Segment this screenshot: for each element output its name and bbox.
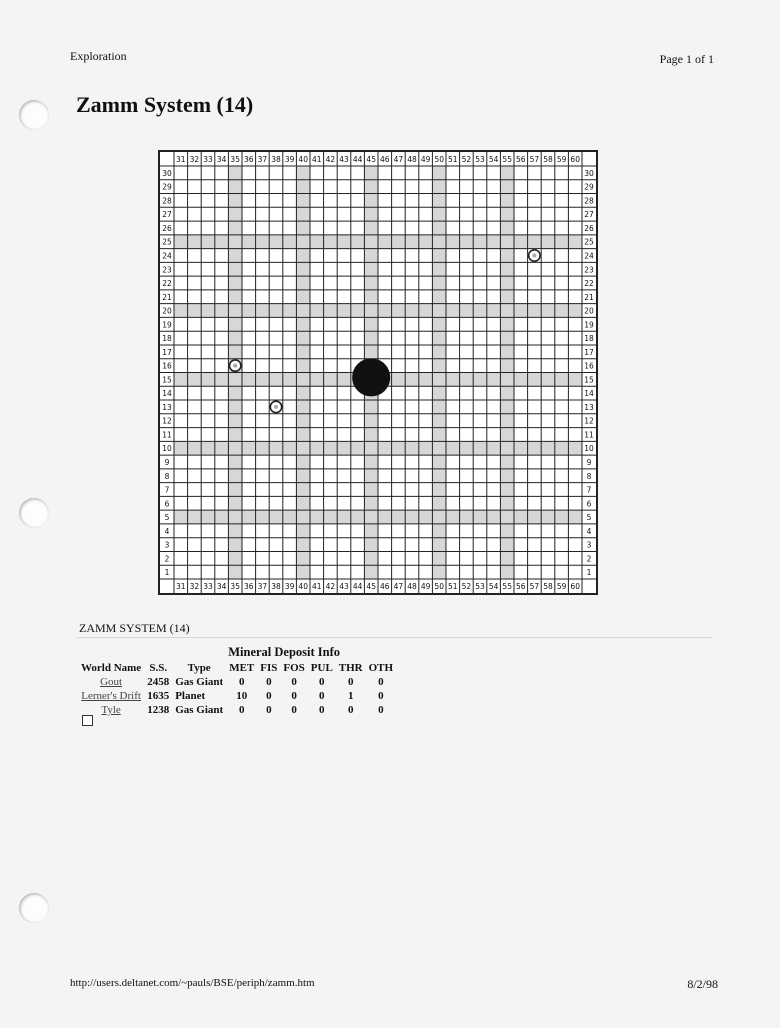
left-row-label: 18 bbox=[162, 334, 172, 344]
cell-type: Gas Giant bbox=[175, 676, 224, 688]
top-col-label: 50 bbox=[434, 155, 444, 164]
top-col-label: 39 bbox=[284, 155, 295, 164]
top-col-label: 37 bbox=[257, 155, 268, 164]
bottom-col-label: 43 bbox=[339, 582, 349, 591]
bottom-col-label: 45 bbox=[366, 582, 376, 591]
table-row bbox=[78, 689, 396, 703]
planet-marker-core bbox=[233, 364, 237, 368]
cell-type: Gas Giant bbox=[175, 704, 224, 716]
bottom-col-label: 51 bbox=[448, 582, 458, 591]
right-row-label: 8 bbox=[586, 471, 592, 481]
left-row-label: 14 bbox=[162, 389, 172, 399]
top-col-label: 57 bbox=[529, 155, 540, 164]
left-row-label: 20 bbox=[162, 306, 172, 316]
star-marker bbox=[352, 358, 390, 396]
left-row-label: 26 bbox=[162, 223, 172, 233]
table-row bbox=[78, 675, 396, 689]
top-col-label: 46 bbox=[380, 155, 390, 164]
left-row-label: 9 bbox=[164, 457, 170, 467]
right-row-label: 18 bbox=[584, 334, 594, 344]
left-row-label: 13 bbox=[162, 402, 172, 412]
cell-fis: 0 bbox=[266, 676, 272, 688]
right-row-label: 13 bbox=[584, 402, 594, 412]
top-col-label: 51 bbox=[448, 155, 458, 164]
right-row-label: 30 bbox=[584, 168, 594, 178]
bottom-col-label: 31 bbox=[176, 582, 186, 591]
left-row-label: 16 bbox=[162, 361, 172, 371]
bottom-col-label: 57 bbox=[529, 582, 540, 591]
bottom-col-label: 40 bbox=[298, 582, 308, 591]
system-caption: ZAMM SYSTEM (14) bbox=[79, 621, 190, 635]
right-row-label: 14 bbox=[584, 389, 594, 399]
bottom-col-label: 44 bbox=[352, 582, 363, 591]
top-col-label: 31 bbox=[176, 155, 186, 164]
bottom-col-label: 60 bbox=[570, 582, 580, 591]
cell-fos: 0 bbox=[291, 676, 297, 688]
cell-fos: 0 bbox=[291, 704, 297, 716]
top-col-label: 54 bbox=[488, 155, 499, 164]
table-caption: Mineral Deposit Info bbox=[228, 645, 341, 659]
top-col-label: 55 bbox=[502, 155, 512, 164]
top-col-label: 32 bbox=[189, 155, 200, 164]
top-col-label: 45 bbox=[366, 155, 376, 164]
bottom-col-label: 48 bbox=[407, 582, 417, 591]
bottom-col-label: 49 bbox=[420, 582, 431, 591]
right-row-label: 20 bbox=[584, 306, 594, 316]
bottom-col-label: 52 bbox=[461, 582, 472, 591]
left-row-label: 30 bbox=[162, 168, 172, 178]
top-col-label: 49 bbox=[420, 155, 431, 164]
top-col-label: 33 bbox=[203, 155, 213, 164]
col-header-fos: FOS bbox=[283, 662, 305, 674]
cell-thr: 0 bbox=[347, 704, 354, 716]
punch-hole-top bbox=[19, 100, 49, 130]
cell-fos: 0 bbox=[291, 690, 297, 702]
cell-oth: 0 bbox=[378, 704, 384, 716]
right-row-label: 22 bbox=[584, 279, 594, 289]
left-row-label: 7 bbox=[164, 485, 170, 495]
divider bbox=[77, 637, 712, 638]
col-header-pul: PUL bbox=[310, 662, 333, 674]
top-col-label: 56 bbox=[516, 155, 526, 164]
bottom-col-label: 32 bbox=[189, 582, 200, 591]
bottom-col-label: 36 bbox=[244, 582, 254, 591]
right-row-label: 27 bbox=[584, 210, 594, 220]
col-header-thr: THR bbox=[338, 662, 363, 674]
right-row-label: 23 bbox=[584, 265, 594, 275]
right-row-label: 28 bbox=[584, 196, 594, 206]
top-col-label: 42 bbox=[325, 155, 336, 164]
world-link-gout[interactable]: Gout bbox=[100, 676, 123, 688]
system-map-grid bbox=[158, 150, 598, 595]
cell-ss: 1238 bbox=[147, 704, 170, 716]
right-row-label: 25 bbox=[584, 237, 594, 247]
top-col-label: 41 bbox=[312, 155, 322, 164]
bottom-col-label: 35 bbox=[230, 582, 240, 591]
page-title: Zamm System (14) bbox=[76, 92, 254, 117]
top-col-label: 44 bbox=[352, 155, 363, 164]
cell-thr: 1 bbox=[347, 690, 354, 702]
left-row-label: 19 bbox=[162, 320, 172, 330]
cell-met: 0 bbox=[238, 676, 245, 688]
header-page-number: Page 1 of 1 bbox=[659, 52, 714, 66]
right-row-label: 29 bbox=[584, 182, 594, 192]
left-row-label: 6 bbox=[164, 499, 170, 509]
right-row-label: 3 bbox=[586, 540, 592, 550]
cell-met: 0 bbox=[238, 704, 245, 716]
right-row-label: 7 bbox=[586, 485, 592, 495]
col-header-ss: S.S. bbox=[149, 662, 168, 674]
cell-ss: 2458 bbox=[147, 676, 170, 688]
bottom-col-label: 59 bbox=[556, 582, 567, 591]
left-row-label: 25 bbox=[162, 237, 172, 247]
top-col-label: 60 bbox=[570, 155, 580, 164]
top-col-label: 47 bbox=[393, 155, 404, 164]
right-row-label: 2 bbox=[586, 554, 592, 564]
right-row-label: 4 bbox=[586, 526, 592, 536]
cell-fis: 0 bbox=[266, 704, 272, 716]
bottom-col-label: 56 bbox=[516, 582, 526, 591]
cell-pul: 0 bbox=[319, 690, 325, 702]
top-col-label: 58 bbox=[543, 155, 553, 164]
mineral-deposit-table bbox=[78, 644, 396, 717]
right-row-label: 16 bbox=[584, 361, 594, 371]
cell-oth: 0 bbox=[378, 676, 384, 688]
bottom-col-label: 54 bbox=[488, 582, 499, 591]
left-row-label: 10 bbox=[162, 444, 172, 454]
table-header-row bbox=[78, 661, 396, 675]
left-row-label: 24 bbox=[162, 251, 172, 261]
top-col-label: 34 bbox=[216, 155, 227, 164]
punch-hole-bottom bbox=[19, 893, 49, 923]
left-row-label: 12 bbox=[162, 416, 172, 426]
bottom-col-label: 46 bbox=[380, 582, 390, 591]
top-col-label: 43 bbox=[339, 155, 349, 164]
right-row-label: 12 bbox=[584, 416, 594, 426]
system-map-svg bbox=[160, 152, 596, 593]
left-row-label: 21 bbox=[162, 292, 172, 302]
top-col-label: 52 bbox=[461, 155, 472, 164]
left-row-label: 1 bbox=[164, 568, 170, 578]
cell-ss: 1635 bbox=[147, 690, 170, 702]
top-col-label: 53 bbox=[475, 155, 485, 164]
right-row-label: 26 bbox=[584, 223, 594, 233]
left-row-label: 2 bbox=[164, 554, 170, 564]
bottom-col-label: 58 bbox=[543, 582, 553, 591]
col-header-world-name: World Name bbox=[81, 662, 142, 674]
right-row-label: 19 bbox=[584, 320, 594, 330]
right-row-label: 10 bbox=[584, 444, 594, 454]
top-col-label: 40 bbox=[298, 155, 308, 164]
left-row-label: 17 bbox=[162, 347, 172, 357]
left-row-label: 8 bbox=[164, 471, 170, 481]
col-header-fis: FIS bbox=[260, 662, 278, 674]
table-row bbox=[78, 703, 396, 717]
bottom-col-label: 55 bbox=[502, 582, 512, 591]
planet-marker-core bbox=[532, 253, 536, 257]
right-row-label: 24 bbox=[584, 251, 594, 261]
left-row-label: 28 bbox=[162, 196, 172, 206]
bottom-col-label: 53 bbox=[475, 582, 485, 591]
cell-met: 10 bbox=[236, 690, 248, 702]
bottom-col-label: 33 bbox=[203, 582, 213, 591]
left-row-label: 3 bbox=[164, 540, 170, 550]
left-row-label: 29 bbox=[162, 182, 172, 192]
bottom-col-label: 38 bbox=[271, 582, 281, 591]
top-col-label: 38 bbox=[271, 155, 281, 164]
left-row-label: 5 bbox=[164, 513, 170, 523]
top-col-label: 36 bbox=[244, 155, 254, 164]
left-row-label: 22 bbox=[162, 279, 172, 289]
punch-hole-middle bbox=[19, 498, 49, 528]
col-header-type: Type bbox=[187, 662, 211, 674]
left-row-label: 15 bbox=[162, 375, 172, 385]
cell-type: Planet bbox=[175, 690, 206, 702]
right-row-label: 21 bbox=[584, 292, 594, 302]
bottom-col-label: 42 bbox=[325, 582, 336, 591]
col-header-oth: OTH bbox=[368, 662, 394, 674]
col-header-met: MET bbox=[229, 662, 255, 674]
left-row-label: 11 bbox=[162, 430, 172, 440]
footer-date: 8/2/98 bbox=[687, 977, 718, 991]
right-row-label: 1 bbox=[586, 568, 592, 578]
world-link-lerners-drift[interactable]: Lerner's Drift bbox=[81, 690, 141, 702]
cell-pul: 0 bbox=[319, 704, 325, 716]
right-row-label: 5 bbox=[586, 513, 592, 523]
footer-url: http://users.deltanet.com/~pauls/BSE/periph/zamm.htm bbox=[70, 977, 315, 989]
bottom-col-label: 41 bbox=[312, 582, 322, 591]
left-row-label: 27 bbox=[162, 210, 172, 220]
bottom-col-label: 39 bbox=[284, 582, 295, 591]
right-row-label: 15 bbox=[584, 375, 594, 385]
cell-pul: 0 bbox=[319, 676, 325, 688]
right-row-label: 6 bbox=[586, 499, 592, 509]
bottom-col-label: 34 bbox=[216, 582, 227, 591]
bottom-col-label: 47 bbox=[393, 582, 404, 591]
header-section: Exploration bbox=[70, 49, 127, 63]
right-row-label: 9 bbox=[586, 457, 592, 467]
right-row-label: 17 bbox=[584, 347, 594, 357]
planet-marker-core bbox=[274, 405, 278, 409]
cell-oth: 0 bbox=[378, 690, 384, 702]
cell-fis: 0 bbox=[266, 690, 272, 702]
top-col-label: 48 bbox=[407, 155, 417, 164]
top-col-label: 35 bbox=[230, 155, 240, 164]
bottom-col-label: 37 bbox=[257, 582, 268, 591]
right-row-label: 11 bbox=[584, 430, 594, 440]
world-link-tyle[interactable]: Tyle bbox=[101, 704, 121, 716]
left-row-label: 4 bbox=[164, 526, 170, 536]
empty-checkbox[interactable] bbox=[82, 715, 93, 726]
cell-thr: 0 bbox=[347, 676, 354, 688]
top-col-label: 59 bbox=[556, 155, 567, 164]
bottom-col-label: 50 bbox=[434, 582, 444, 591]
left-row-label: 23 bbox=[162, 265, 172, 275]
